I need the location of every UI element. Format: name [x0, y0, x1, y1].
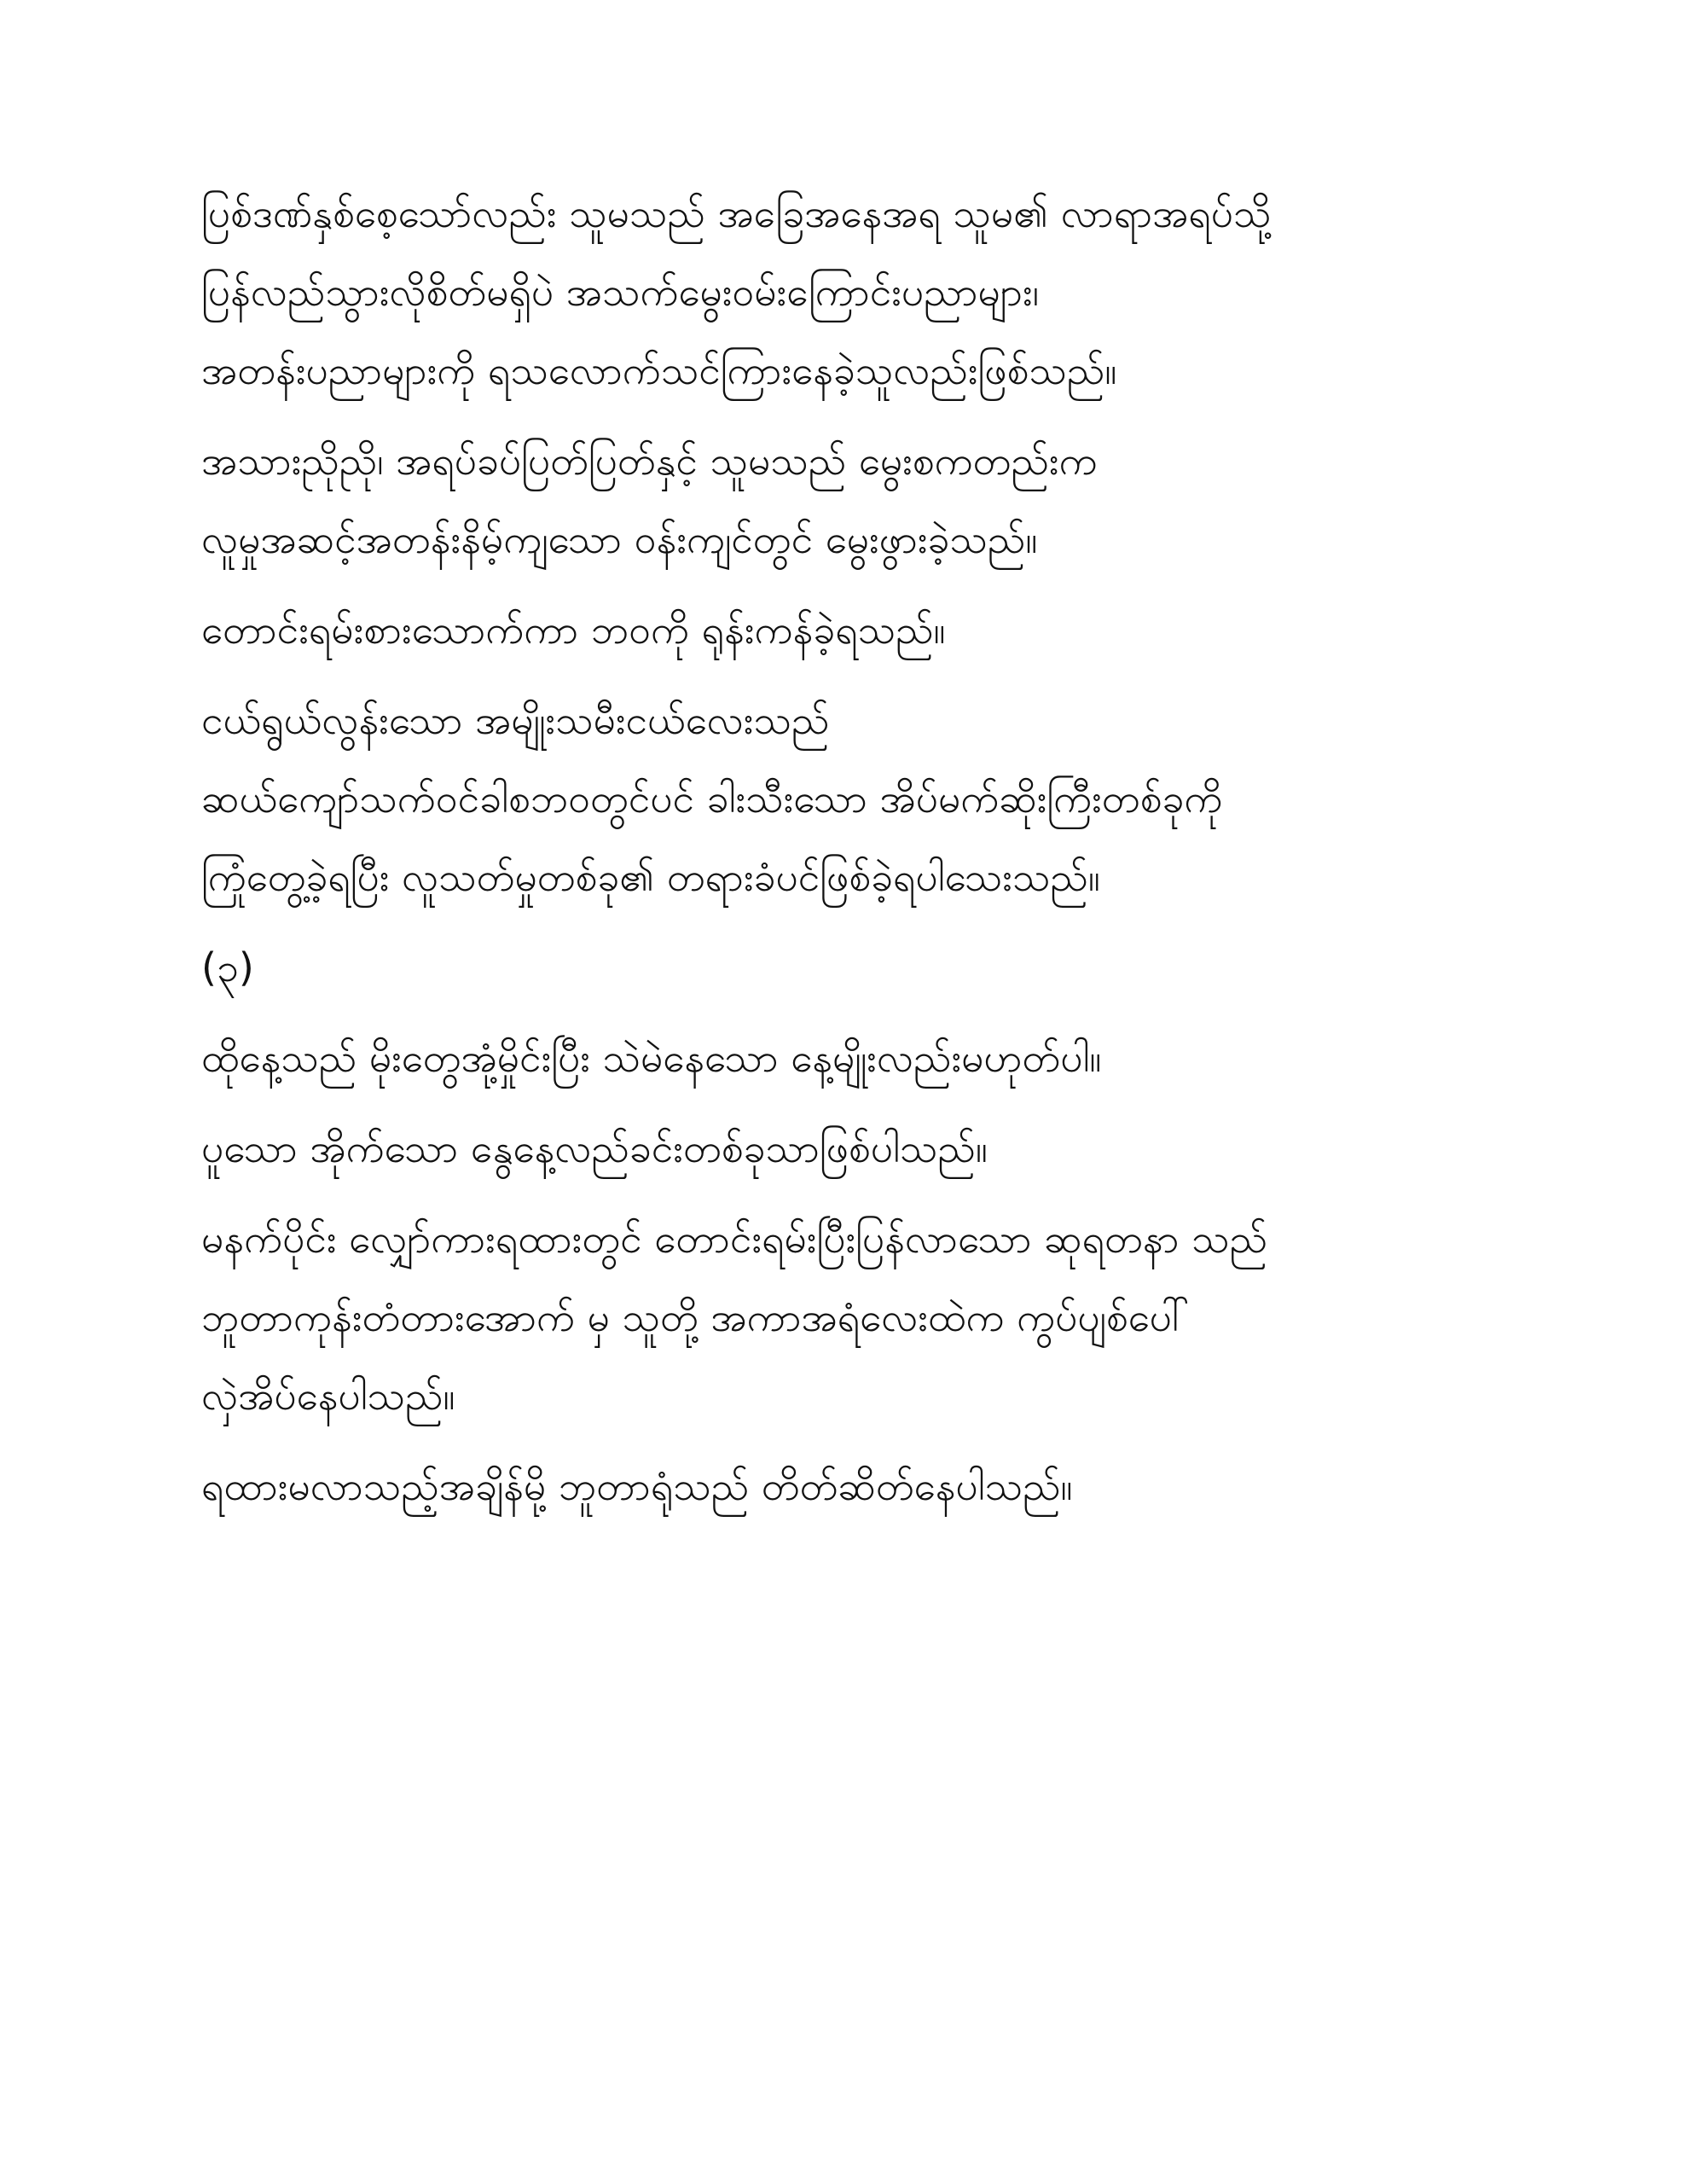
- paragraph-2-line-1: အသားညိုညို၊ အရပ်ခပ်ပြတ်ပြတ်နှင့် သူမသည် မွေးစကတည်းက: [201, 438, 1098, 484]
- paragraph-4-line-3: ကြုံတွေ့ခဲ့ရပြီး လူသတ်မှုတစ်ခု၏ တရားခံပင်ဖြစ်ခဲ့ရပါသေးသည်။: [201, 854, 1100, 900]
- paragraph-5-line-1: ထိုနေ့သည် မိုးတွေအုံ့မှိုင်းပြီး သဲမဲနေသော နေ့မျိုးလည်းမဟုတ်ပါ။: [201, 1035, 1102, 1081]
- paragraph-2-line-2: လူမှုအဆင့်အတန်းနိမ့်ကျသော ဝန်းကျင်တွင် မွေးဖွားခဲ့သည်။: [201, 516, 1038, 562]
- paragraph-7-line-1: မနက်ပိုင်း လျှော်ကားရထားတွင် တောင်းရမ်းပြီးပြန်လာသော ဆုရတနာ သည်: [201, 1216, 1268, 1262]
- paragraph-1-line-2: ပြန်လည်သွားလိုစိတ်မရှိပဲ အသက်မွေးဝမ်းကြောင်းပညာများ၊: [201, 269, 1039, 315]
- section-number: (၃): [201, 944, 254, 990]
- paragraph-4-line-1: ငယ်ရွယ်လွန်းသော အမျိုးသမီးငယ်လေးသည်: [201, 697, 830, 743]
- paragraph-1-line-1: ပြစ်ဒဏ်နှစ်စေ့သော်လည်း သူမသည် အခြေအနေအရ သူမ၏ လာရာအရပ်သို့: [201, 190, 1272, 236]
- paragraph-6-line-1: ပူသော အိုက်သော နွေနေ့လည်ခင်းတစ်ခုသာဖြစ်ပါသည်။: [201, 1125, 988, 1171]
- paragraph-1-line-3: အတန်းပညာများကို ရသလောက်သင်ကြားနေခဲ့သူလည်းဖြစ်သည်။: [201, 347, 1117, 393]
- paragraph-4-line-2: ဆယ်ကျော်သက်ဝင်ခါစဘဝတွင်ပင် ခါးသီးသော အိပ်မက်ဆိုးကြီးတစ်ခုကို: [201, 775, 1223, 822]
- paragraph-3-line-1: တောင်းရမ်းစားသောက်ကာ ဘဝကို ရုန်းကန်ခဲ့ရသည်။: [201, 607, 946, 653]
- paragraph-7-line-2: ဘူတာကုန်းတံတားအောက် မှ သူတို့ အကာအရံလေးထဲက ကွပ်ပျစ်ပေါ်: [201, 1294, 1190, 1340]
- paragraph-8-line-1: ရထားမလာသည့်အချိန်မို့ ဘူတာရုံသည် တိတ်ဆိတ်နေပါသည်။: [201, 1463, 1073, 1509]
- paragraph-7-line-3: လှဲအိပ်နေပါသည်။: [201, 1373, 455, 1419]
